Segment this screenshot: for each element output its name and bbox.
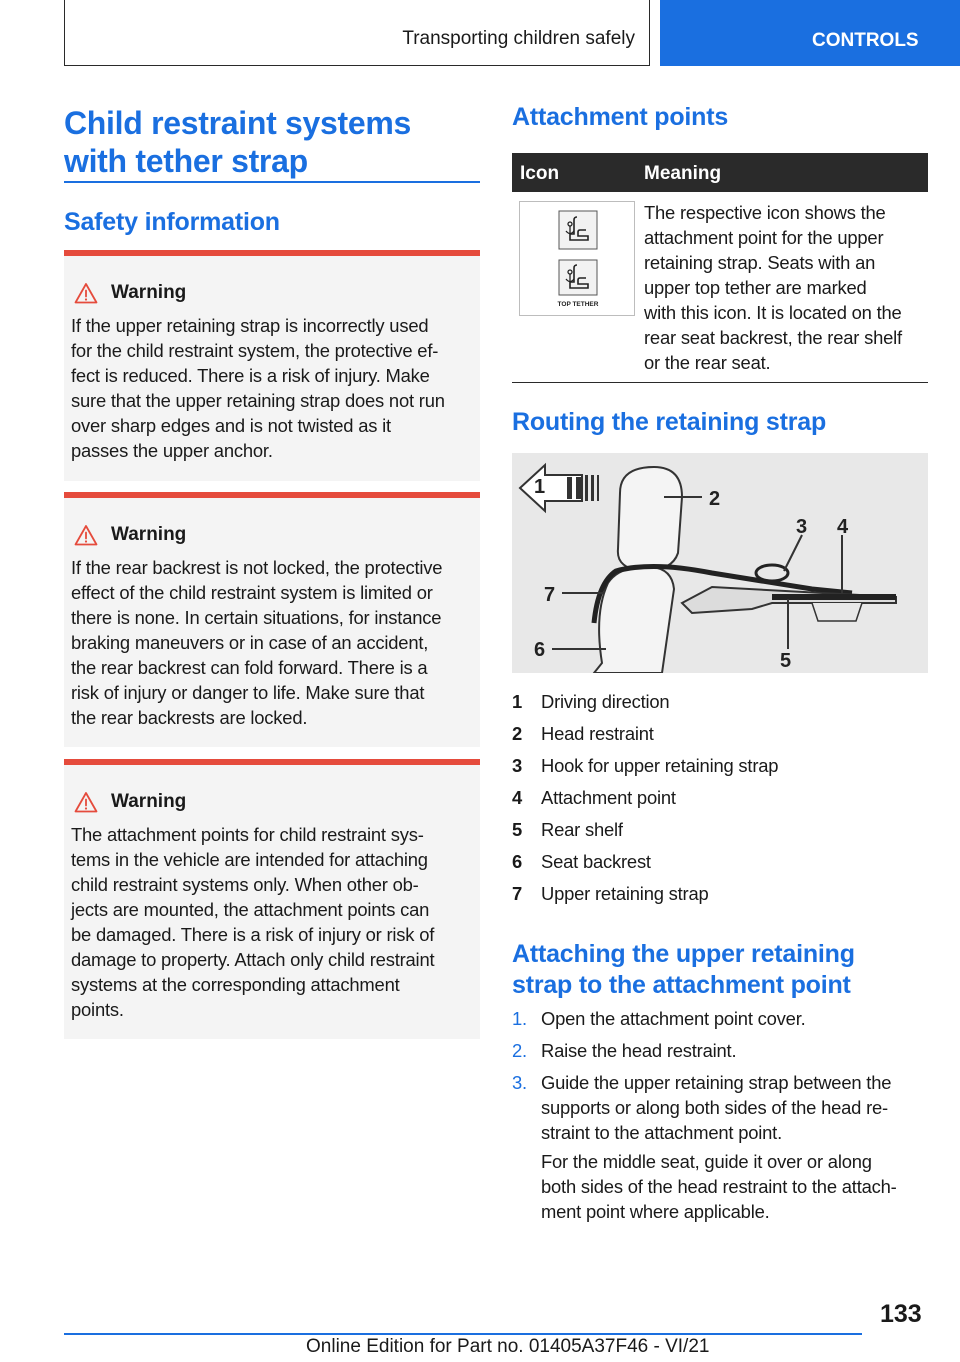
list-item: [512, 718, 928, 750]
instruction-steps: [512, 1006, 928, 1224]
shelf-bracket: [812, 603, 862, 621]
safety-information-heading: Safety information: [64, 208, 280, 236]
column-header-meaning: Meaning: [644, 163, 722, 184]
section-title: Transporting children safely: [402, 28, 635, 49]
legend-label: Upper retaining strap: [541, 883, 709, 904]
diagram-label-7: 7: [544, 584, 556, 606]
footer-edition: Online Edition for Part no. 01405A37F46 - VI/21: [306, 1336, 710, 1357]
page-title: Child restraint systems with tether strap: [64, 105, 412, 179]
legend-number: 7: [512, 883, 523, 904]
list-item: [512, 750, 928, 782]
page-number: 133: [880, 1300, 922, 1328]
step-note: For the middle seat, guide it over or along both sides of the head restraint to the attach- ment point where applicable.: [541, 1151, 897, 1222]
header-chapter-tab[interactable]: [660, 0, 960, 66]
legend-label: Attachment point: [541, 787, 676, 808]
arrow-bar: [585, 475, 588, 501]
head-restraint-shape: [618, 467, 682, 571]
retaining-strap-diagram: [512, 453, 928, 673]
step-text: Guide the upper retaining strap between the supports or along both sides of the head re- straint to the attachment point.: [541, 1072, 892, 1143]
diagram-legend: [512, 686, 928, 910]
legend-label: Driving direction: [541, 691, 670, 712]
arrow-bar: [567, 477, 572, 499]
diagram-label-1: 1: [534, 476, 546, 498]
footer-rule: [64, 1333, 862, 1335]
arrow-bar: [576, 477, 581, 499]
table-bottom-rule: [512, 382, 928, 383]
list-item: [512, 878, 928, 910]
legend-number: 1: [512, 691, 523, 712]
legend-label: Hook for upper retaining strap: [541, 755, 779, 776]
list-item: [512, 686, 928, 718]
diagram-label-2: 2: [709, 488, 721, 510]
diagram-label-4: 4: [837, 516, 849, 538]
header-section-box: [64, 0, 650, 66]
legend-number: 2: [512, 723, 523, 744]
legend-label: Seat backrest: [541, 851, 651, 872]
legend-number: 6: [512, 851, 523, 872]
legend-number: 3: [512, 755, 523, 776]
arrow-bar: [597, 475, 599, 501]
top-tether-seat-icon: [520, 202, 636, 317]
warning-triangle-icon: [74, 282, 98, 304]
warning-triangle-icon: [74, 524, 98, 546]
step-number: 2.: [512, 1040, 527, 1061]
list-item: [512, 846, 928, 878]
warning-text: The attachment points for child restraint sys- tems in the vehicle are intended for attaching child restraint systems only. When other ob- jects are mounted, the attachment points can be damaged. There is a risk of injury or risk of damage to property. Attach only child restraint systems at the corresponding attachment points.: [71, 824, 435, 1020]
warning-box-1: [64, 250, 480, 481]
warning-title: Warning: [111, 524, 187, 545]
routing-heading: Routing the retaining strap: [512, 408, 827, 436]
legend-label: Rear shelf: [541, 819, 623, 840]
diagram-label-6: 6: [534, 639, 546, 661]
step-number: 1.: [512, 1008, 527, 1029]
driving-direction-arrow-icon: [520, 465, 582, 511]
diagram-label-5: 5: [780, 650, 792, 672]
list-item: [512, 782, 928, 814]
attachment-point-plate: [772, 594, 896, 600]
table-header: [512, 153, 928, 192]
warning-triangle-icon: [74, 791, 98, 813]
warning-box-3: [64, 759, 480, 1039]
list-item: [512, 1070, 928, 1145]
meaning-cell: The respective icon shows the attachment point for the upper retaining strap. Seats with an upper top tether are marked with this icon. It is located on the rear seat backrest, the rear shelf or the rear seat.: [644, 202, 902, 373]
leader-line-3: [784, 535, 802, 571]
legend-number: 4: [512, 787, 523, 808]
legend-number: 5: [512, 819, 523, 840]
warning-title: Warning: [111, 282, 187, 303]
warning-text: If the upper retaining strap is incorrectly used for the child restraint system, the protective ef- fect is reduced. There is a risk of injury. Make sure that the upper retaining strap does not run over sharp edges and is not twisted as it passes the upper anchor.: [71, 315, 445, 461]
chapter-title: CONTROLS: [812, 30, 919, 51]
warning-box-2: [64, 492, 480, 747]
list-item: [512, 1006, 928, 1031]
strap-routing-illustration: [512, 453, 928, 673]
list-item: [512, 814, 928, 846]
step-number: 3.: [512, 1072, 527, 1093]
title-divider: [64, 181, 480, 183]
step-text: Open the attachment point cover.: [541, 1008, 806, 1029]
attachment-points-heading: Attachment points: [512, 103, 729, 131]
step-text: Raise the head restraint.: [541, 1040, 737, 1061]
strap-hook: [756, 565, 788, 581]
diagram-label-3: 3: [796, 516, 808, 538]
legend-label: Head restraint: [541, 723, 654, 744]
list-item: [512, 1038, 928, 1063]
arrow-bar: [591, 475, 594, 501]
top-tether-caption: TOP TETHER: [557, 301, 599, 308]
tether-icons-box: [519, 201, 635, 316]
warning-text: If the rear backrest is not locked, the protective effect of the child restraint system is limited or there is none. In certain situations, for instance braking maneuvers or in case of an accident, the rear backrest can fold forward. There is a risk of injury or danger to life. Make sure that the rear backrests are locked.: [71, 557, 443, 728]
warning-title: Warning: [111, 791, 187, 812]
column-header-icon: Icon: [520, 163, 560, 184]
attaching-heading: Attaching the upper retaining strap to the attachment point: [512, 940, 855, 999]
